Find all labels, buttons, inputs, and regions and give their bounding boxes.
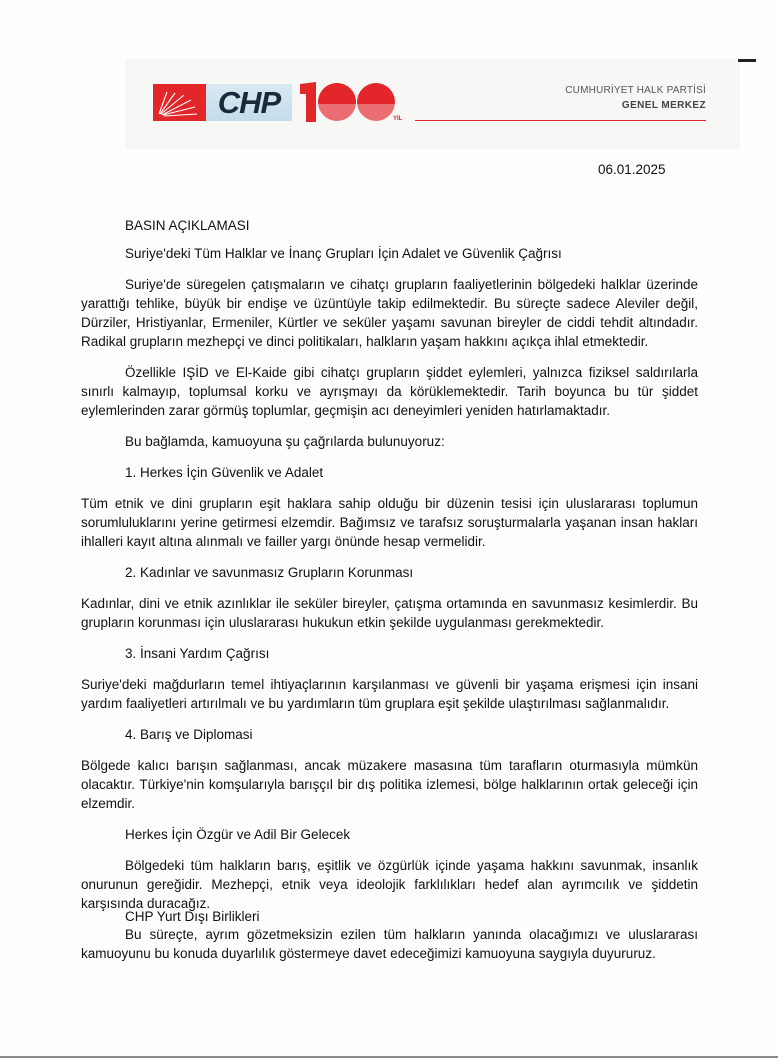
- section-heading: 2. Kadınlar ve savunmasız Grupların Korunması: [125, 565, 414, 580]
- section-body: Bölgede kalıcı barışın sağlanması, ancak müzakere masasına tüm tarafların oturmasıyla mümkün olacaktır. Türkiye'nin komşularıyla barışçıl bir dış politika izlemesi, bölge halklarının ortak geleceği için elzemdir.: [81, 758, 698, 811]
- section-heading: 1. Herkes İçin Güvenlik ve Adalet: [125, 465, 324, 480]
- anniversary-suffix: YIL: [393, 116, 403, 122]
- section-body: Tüm etnik ve dini grupların eşit haklara sahip olduğu bir düzenin tesisi için uluslararası toplumun sorumluluklarını yerine getirmesi elzemdir. Bağımsız ve tarafsız soruşturmalarla yaşanan insan hakları ihlalleri kayıt altına alınmalı ve failler yargı önünde hesap vermelidir.: [81, 496, 698, 549]
- paragraph: Suriye'de süregelen çatışmaların ve cihatçı grupların faaliyetlerinin bölgedeki halklar üzerinde yarattığı tehlike, büyük bir endişe ve üzüntüyle takip edilmektedir. Bu süreçte sadece Aleviler değil, Dürziler, Hristiyanlar, Ermeniler, Kürtler ve seküler yaşamı savunan bireyler de ciddi tehdit altındadır. Radikal grupların mezhepçi ve dinci politikaları, halkların yaşam hakkını açıkça ihlal etmektedir.: [81, 277, 698, 349]
- chp-six-arrows-emblem: [153, 84, 206, 121]
- section-body: Kadınlar, dini ve etnik azınlıklar ile seküler bireyler, çatışma ortamında en savunmasız kesimlerdir. Bu grupların korunması için uluslararası hukukun etkin şekilde uygulanması gerekmektedir.: [81, 596, 698, 630]
- press-release-body: [81, 216, 698, 963]
- anniversary-100-logo: [296, 80, 398, 124]
- chp-logo: [206, 84, 292, 121]
- signature: CHP Yurt Dışı Birlikleri: [125, 909, 260, 924]
- party-name: CUMHURİYET HALK PARTİSİ: [565, 85, 706, 96]
- letterhead-divider: [415, 120, 706, 121]
- section-body: Suriye'deki mağdurların temel ihtiyaçlarının karşılanması ve güvenli bir yaşama erişmesi için insani yardım faaliyetleri artırılmalı ve bu yardımların tüm gruplara eşit şekilde ulaştırılması sağlanmalıdır.: [81, 677, 698, 711]
- document-type-label: BASIN AÇIKLAMASI: [125, 218, 250, 233]
- paragraph: Özellikle IŞİD ve El-Kaide gibi cihatçı grupların şiddet eylemleri, yalnızca fiziksel saldırılarla sınırlı kalmayıp, toplumsal korku ve ayrışmayı da körüklemektedir. Tarih boyunca bu tür şiddet eylemlerinden zarar görmüş toplumlar, geçmişin acı deneyimleri yeniden hatırlamaktadır.: [81, 365, 698, 418]
- office-name: GENEL MERKEZ: [621, 100, 706, 111]
- paragraph: Bölgedeki tüm halkların barış, eşitlik ve özgürlük içinde yaşama hakkını savunmak, insanlık onurunun gereğidir. Mezhepçi, etnik veya ideolojik farklılıkları hedef alan ayrımcılık ve şiddetin karşısında duracağız.: [81, 858, 698, 911]
- document-date: 06.01.2025: [598, 162, 666, 177]
- paragraph: Bu bağlamda, kamuoyuna şu çağrılarda bulunuyoruz:: [125, 434, 445, 449]
- page-corner-mark: [738, 59, 756, 62]
- chp-logo-text: CHP: [217, 85, 281, 120]
- section-heading: 3. İnsani Yardım Çağrısı: [125, 646, 270, 661]
- section-heading: 4. Barış ve Diplomasi: [125, 727, 253, 742]
- closing-heading: Herkes İçin Özgür ve Adil Bir Gelecek: [125, 827, 351, 842]
- paragraph: Bu süreçte, ayrım gözetmeksizin ezilen tüm halkların yanında olacağımızı ve uluslararası kamuoyunu bu konuda duyarlılık göstermeye davet edeceğimizi kamuoyuna saygıyla duyururuz.: [81, 927, 698, 961]
- document-title: Suriye'deki Tüm Halklar ve İnanç Grupları İçin Adalet ve Güvenlik Çağrısı: [125, 246, 562, 261]
